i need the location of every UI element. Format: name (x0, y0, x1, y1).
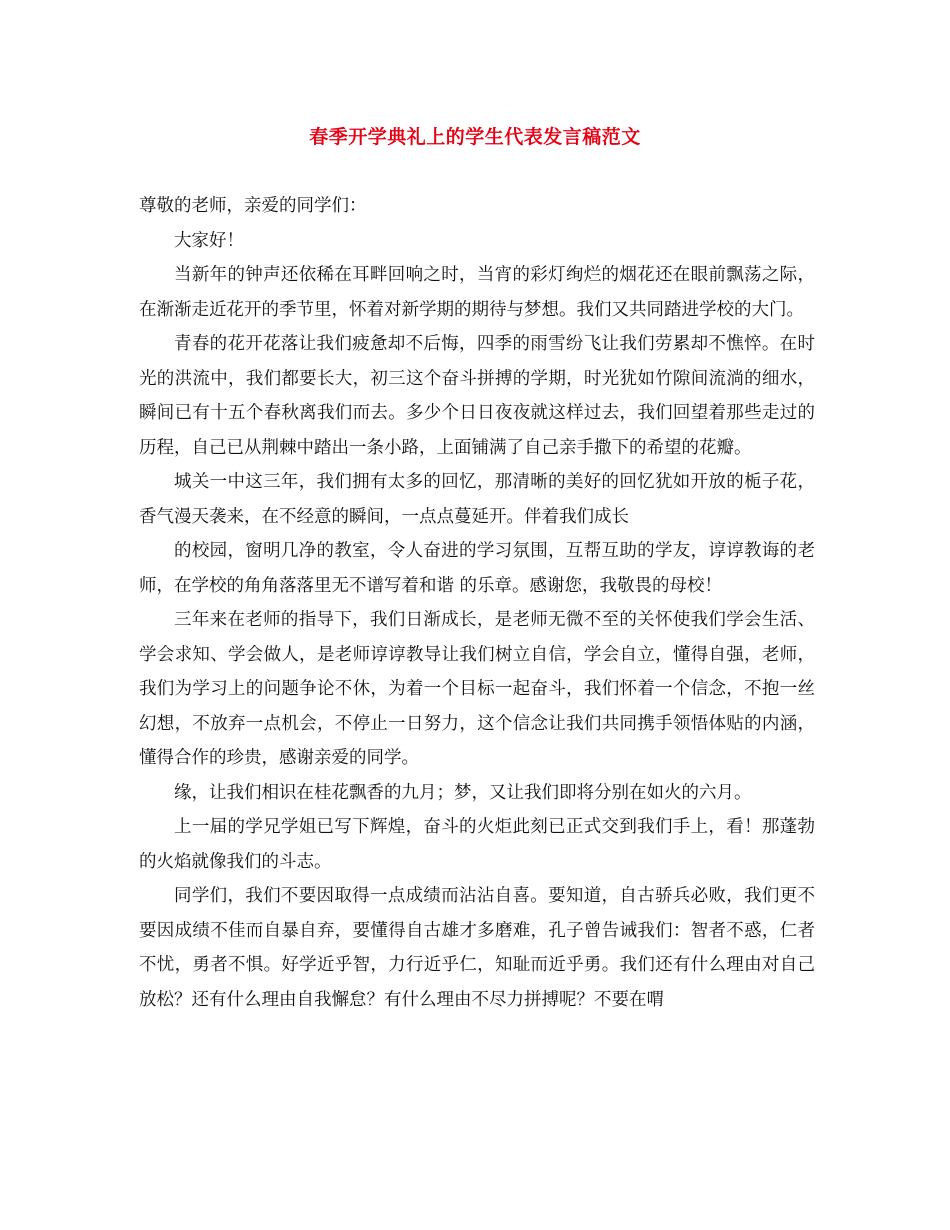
paragraph-torch: 上一届的学兄学姐已写下辉煌，奋斗的火炬此刻已正式交到我们手上，看！那蓬勃的火焰就像我们的斗志。 (139, 817, 815, 872)
paragraph-teachers: 三年来在老师的指导下，我们日渐成长，是老师无微不至的关怀使我们学会生活、学会求知、学会做人，是老师谆谆教导让我们树立自信，学会自立，懂得自强，老师，我们为学习上的问题争论不休，为着一个目标一起奋斗，我们怀着一个信念，不抱一丝幻想，不放弃一点机会，不停止一日努力，这个信念让我们共同携手领悟体贴的内涵，懂得合作的珍贵，感谢亲爱的同学。 (139, 610, 815, 768)
paragraph-fate: 缘，让我们相识在桂花飘香的九月；梦，又让我们即将分别在如火的六月。 (174, 782, 752, 803)
document-title: 春季开学典礼上的学生代表发言稿范文 (309, 126, 641, 148)
paragraph-youth: 青春的花开花落让我们疲惫却不后悔，四季的雨雪纷飞让我们劳累却不憔悴。在时光的洪流中，我们都要长大，初三这个奋斗拼搏的学期，时光犹如竹隙间流淌的细水，瞬间已有十五个春秋离我们而去。多少个日日夜夜就这样过去，我们回望着那些走过的历程，自己已从荆棘中踏出一条小路，上面铺满了自己亲手撒下的希望的花瓣。 (139, 334, 815, 458)
document-body (139, 189, 815, 1017)
greeting: 大家好！ (174, 230, 244, 251)
paragraph-campus: 的校园，窗明几净的教室，令人奋进的学习氛围，互帮互助的学友，谆谆教诲的老师，在学校的角角落落里无不谱写着和谐 的乐章。感谢您，我敬畏的母校！ (139, 541, 815, 596)
paragraph-new-year: 当新年的钟声还依稀在耳畔回响之时，当宵的彩灯绚烂的烟花还在眼前飘荡之际，在渐渐走近花开的季节里，怀着对新学期的期待与梦想。我们又共同踏进学校的大门。 (139, 265, 815, 320)
paragraph-school-memories: 城关一中这三年，我们拥有太多的回忆，那清晰的美好的回忆犹如开放的栀子花，香气漫天袭来，在不经意的瞬间，一点点蔓延开。伴着我们成长 (139, 472, 815, 527)
paragraph-classmates: 同学们，我们不要因取得一点成绩而沾沾自喜。要知道，自古骄兵必败，我们更不要因成绩不佳而自暴自弃，要懂得自古雄才多磨难，孔子曾告诫我们：智者不惑，仁者不忧，勇者不惧。好学近乎智，力行近乎仁，知耻而近乎勇。我们还有什么理由对自己放松？还有什么理由自我懈怠？有什么理由不尽力拼搏呢？不要在喟 (139, 886, 815, 1010)
salutation: 尊敬的老师，亲爱的同学们： (139, 196, 367, 216)
